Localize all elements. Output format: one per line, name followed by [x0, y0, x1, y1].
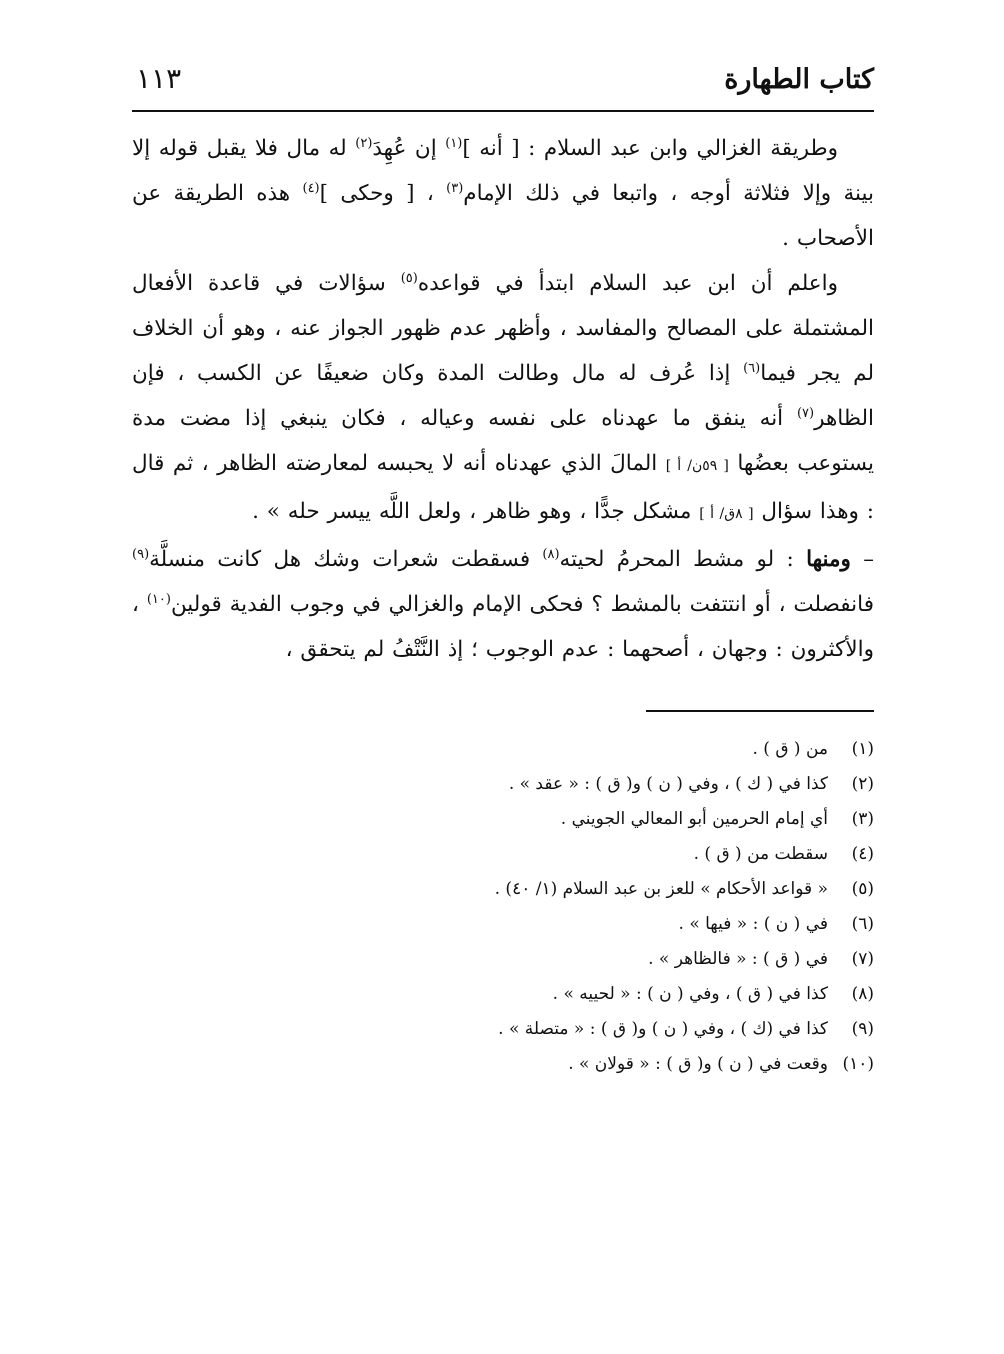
footnote-number: (١) — [851, 739, 874, 759]
footnote-text: كذا في (ك ) ، وفي ( ن ) و( ق ) : « متصلة » . — [498, 1019, 828, 1039]
footnote-number: (٢) — [851, 774, 874, 794]
footnote-text: كذا في ( ق ) ، وفي ( ن ) : « لحييه » . — [552, 984, 828, 1004]
footnote-number: (٤) — [851, 844, 874, 864]
footnote-separator — [646, 710, 874, 712]
footnote — [132, 802, 874, 837]
footnote — [132, 872, 874, 907]
text-segment: هذه الطريقة عن الأصحاب . — [132, 181, 874, 251]
footnote-number: (٧) — [851, 949, 874, 969]
footnote-ref: (١) — [445, 135, 463, 151]
footnote-text: كذا في ( ك ) ، وفي ( ن ) و( ق ) : « عقد » . — [508, 774, 828, 794]
text-segment: إذا عُرف له مال وطالت المدة وكان ضعيفًا عن الكسب ، فإن الظاهر — [132, 361, 874, 431]
footnote-ref: (٢) — [355, 135, 373, 151]
footnote-ref: (١٠) — [146, 591, 171, 607]
footnote-ref: (٩) — [132, 546, 150, 562]
main-text — [132, 126, 874, 672]
paragraph-1 — [132, 126, 874, 261]
footnote-number: (٣) — [851, 809, 874, 829]
footnote-ref: (٧) — [796, 405, 815, 421]
text-segment: مشكل جدًّا ، وهو ظاهر ، ولعل اللَّه ييسر حله » . — [252, 499, 700, 524]
footnote — [132, 767, 874, 802]
manuscript-folio-marker: [ ٥٩ن/ أ ] — [665, 458, 729, 474]
footnote-ref: (٥) — [400, 270, 418, 286]
lead-term: ومنها — [806, 547, 851, 572]
footnote-ref: (٣) — [446, 180, 464, 196]
footnote-text: « قواعد الأحكام » للعز بن عبد السلام (١/ ٤٠) . — [494, 879, 828, 899]
footnote-ref: (٨) — [542, 546, 560, 562]
footnote — [132, 942, 874, 977]
page-number: ١١٣ — [136, 62, 182, 95]
footnote-number: (٦) — [851, 914, 874, 934]
footnote-number: (٥) — [851, 879, 874, 899]
footnote-text: أي إمام الحرمين أبو المعالي الجويني . — [560, 809, 828, 829]
item-dash: – — [850, 547, 874, 572]
text-segment: ، [ وحكى ] — [319, 181, 447, 206]
footnote — [132, 1012, 874, 1047]
text-segment: سؤالات في قاعدة الأفعال المشتملة على المصالح والمفاسد ، وأظهر عدم ظهور الجواز عنه ، وهو أن الخلاف لم يجر فيما — [132, 271, 874, 386]
footnote-text: وقعت في ( ن ) و( ق ) : « قولان » . — [568, 1054, 828, 1074]
footnote — [132, 837, 874, 872]
book-title: كتاب الطهارة — [724, 64, 874, 95]
footnote — [132, 732, 874, 767]
footnotes-list — [132, 732, 874, 1082]
footnote-ref: (٤) — [302, 180, 320, 196]
manuscript-folio-marker: [ ٨ق/ أ ] — [699, 506, 754, 522]
text-segment: : لو مشط المحرمُ لحيته — [559, 547, 807, 572]
footnote-number: (١٠) — [842, 1054, 874, 1074]
footnote-text: في ( ق ) : « فالظاهر » . — [648, 949, 828, 969]
footnote-text: من ( ق ) . — [752, 739, 828, 759]
paragraph-3 — [132, 537, 874, 672]
footnote-number: (٩) — [851, 1019, 874, 1039]
footnote-text: في ( ن ) : « فيها » . — [678, 914, 828, 934]
footnote-number: (٨) — [851, 984, 874, 1004]
footnote — [132, 907, 874, 942]
text-segment: أنه ينفق ما عهدناه على نفسه وعياله ، فكان ينبغي إذا مضت مدة يستوعب بعضُها — [132, 406, 874, 476]
running-header — [132, 58, 874, 112]
footnote — [132, 1047, 874, 1082]
paragraph-2 — [132, 261, 874, 537]
footnote-ref: (٦) — [743, 360, 761, 376]
text-segment: وطريقة الغزالي وابن عبد السلام : [ أنه ] — [462, 136, 838, 161]
book-page — [132, 58, 874, 1288]
text-segment: فانفصلت ، أو انتتفت بالمشط ؟ فحكى الإمام والغزالي في وجوب الفدية قولين — [170, 592, 874, 617]
text-segment: المالَ الذي عهدناه أنه لا يحبسه لمعارضته الظاهر ، ثم قال : وهذا سؤال — [132, 451, 874, 524]
footnote — [132, 977, 874, 1012]
text-segment: واعلم أن ابن عبد السلام ابتدأ في قواعده — [417, 271, 838, 296]
text-segment: إن عُهِدَ — [372, 136, 446, 161]
footnote-text: سقطت من ( ق ) . — [693, 844, 828, 864]
text-segment: فسقطت شعرات وشك هل كانت منسلَّة — [149, 547, 543, 572]
text-segment: له مال فلا يقبل قوله إلا بينة وإلا فثلاثة أوجه ، واتبعا في ذلك الإمام — [132, 136, 875, 206]
text-segment: ، والأكثرون : وجهان ، أصحهما : عدم الوجوب ؛ إذ النَّتْفُ لم يتحقق ، — [132, 592, 874, 662]
